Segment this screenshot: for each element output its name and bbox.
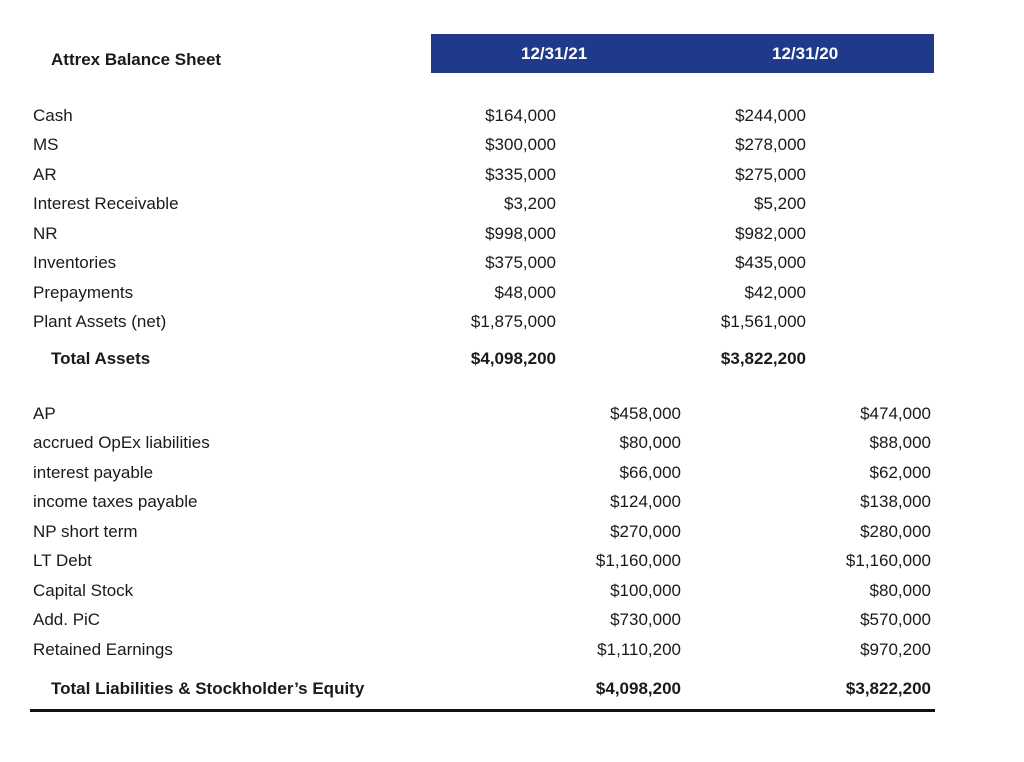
row-label: NP short term <box>33 522 138 541</box>
value-2021: $458,000 <box>610 404 681 423</box>
value-2021: $4,098,200 <box>470 349 556 368</box>
row-label: LT Debt <box>33 551 92 570</box>
value-2020: $138,000 <box>860 492 931 511</box>
value-2020: $62,000 <box>869 463 931 482</box>
value-2021: $335,000 <box>485 165 556 184</box>
row-label: Interest Receivable <box>33 194 179 213</box>
value-2021: $730,000 <box>610 610 681 629</box>
row-label: Plant Assets (net) <box>33 312 167 331</box>
value-2021: $48,000 <box>494 283 556 302</box>
value-2021: $100,000 <box>610 581 681 600</box>
total-assets-row <box>0 349 1024 373</box>
value-2020: $3,822,200 <box>720 349 806 368</box>
liability-row-np-short-term <box>0 522 1024 546</box>
asset-row-cash <box>0 106 1024 130</box>
row-label: interest payable <box>33 463 154 482</box>
value-2020: $474,000 <box>860 404 931 423</box>
row-label: NR <box>33 224 58 243</box>
value-2021: $1,160,000 <box>595 551 681 570</box>
value-2021: $375,000 <box>485 253 556 272</box>
liability-row-lt-debt <box>0 551 1024 575</box>
value-2020: $42,000 <box>744 283 806 302</box>
value-2020: $970,200 <box>860 640 931 659</box>
sheet-title: Attrex Balance Sheet <box>51 50 222 69</box>
value-2020: $278,000 <box>735 135 806 154</box>
asset-row-plant-assets <box>0 312 1024 336</box>
value-2020: $244,000 <box>735 106 806 125</box>
value-2020: $1,561,000 <box>720 312 806 331</box>
value-2020: $275,000 <box>735 165 806 184</box>
value-2020: $5,200 <box>754 194 806 213</box>
value-2020: $280,000 <box>860 522 931 541</box>
asset-row-prepayments <box>0 283 1024 307</box>
value-2021: $124,000 <box>610 492 681 511</box>
row-label: accrued OpEx liabilities <box>33 433 210 452</box>
value-2021: $270,000 <box>610 522 681 541</box>
value-2020: $435,000 <box>735 253 806 272</box>
value-2020: $1,160,000 <box>845 551 931 570</box>
equity-row-retained-earnings <box>0 640 1024 664</box>
row-label: Prepayments <box>33 283 134 302</box>
value-2021: $164,000 <box>485 106 556 125</box>
liability-row-ap <box>0 404 1024 428</box>
asset-row-inventories <box>0 253 1024 277</box>
value-2021: $80,000 <box>619 433 681 452</box>
equity-row-add-pic <box>0 610 1024 634</box>
row-label: income taxes payable <box>33 492 198 511</box>
value-2021: $4,098,200 <box>595 679 681 698</box>
column-header-bar <box>431 34 934 73</box>
liability-row-income-taxes-payable <box>0 492 1024 516</box>
column-header-2020: 12/31/20 <box>772 44 839 63</box>
bottom-rule-divider <box>30 709 935 712</box>
row-label: AP <box>33 404 56 423</box>
value-2021: $300,000 <box>485 135 556 154</box>
value-2020: $88,000 <box>869 433 931 452</box>
value-2021: $3,200 <box>504 194 556 213</box>
total-liabilities-equity-row <box>0 679 1024 703</box>
row-label: Total Liabilities & Stockholder’s Equity <box>51 679 365 698</box>
asset-row-interest-receivable <box>0 194 1024 218</box>
value-2021: $1,110,200 <box>597 640 681 659</box>
row-label: Retained Earnings <box>33 640 173 659</box>
liability-row-accrued-opex <box>0 433 1024 457</box>
row-label: Capital Stock <box>33 581 134 600</box>
value-2021: $998,000 <box>485 224 556 243</box>
asset-row-ms <box>0 135 1024 159</box>
liability-row-interest-payable <box>0 463 1024 487</box>
value-2020: $570,000 <box>860 610 931 629</box>
value-2021: $66,000 <box>619 463 681 482</box>
row-label: AR <box>33 165 57 184</box>
row-label: Total Assets <box>51 349 151 368</box>
equity-row-capital-stock <box>0 581 1024 605</box>
row-label: Cash <box>33 106 73 125</box>
value-2020: $80,000 <box>869 581 931 600</box>
asset-row-nr <box>0 224 1024 248</box>
value-2020: $982,000 <box>735 224 806 243</box>
row-label: MS <box>33 135 59 154</box>
row-label: Add. PiC <box>33 610 101 629</box>
row-label: Inventories <box>33 253 117 272</box>
value-2021: $1,875,000 <box>470 312 556 331</box>
value-2020: $3,822,200 <box>845 679 931 698</box>
asset-row-ar <box>0 165 1024 189</box>
column-header-2021: 12/31/21 <box>521 44 588 63</box>
